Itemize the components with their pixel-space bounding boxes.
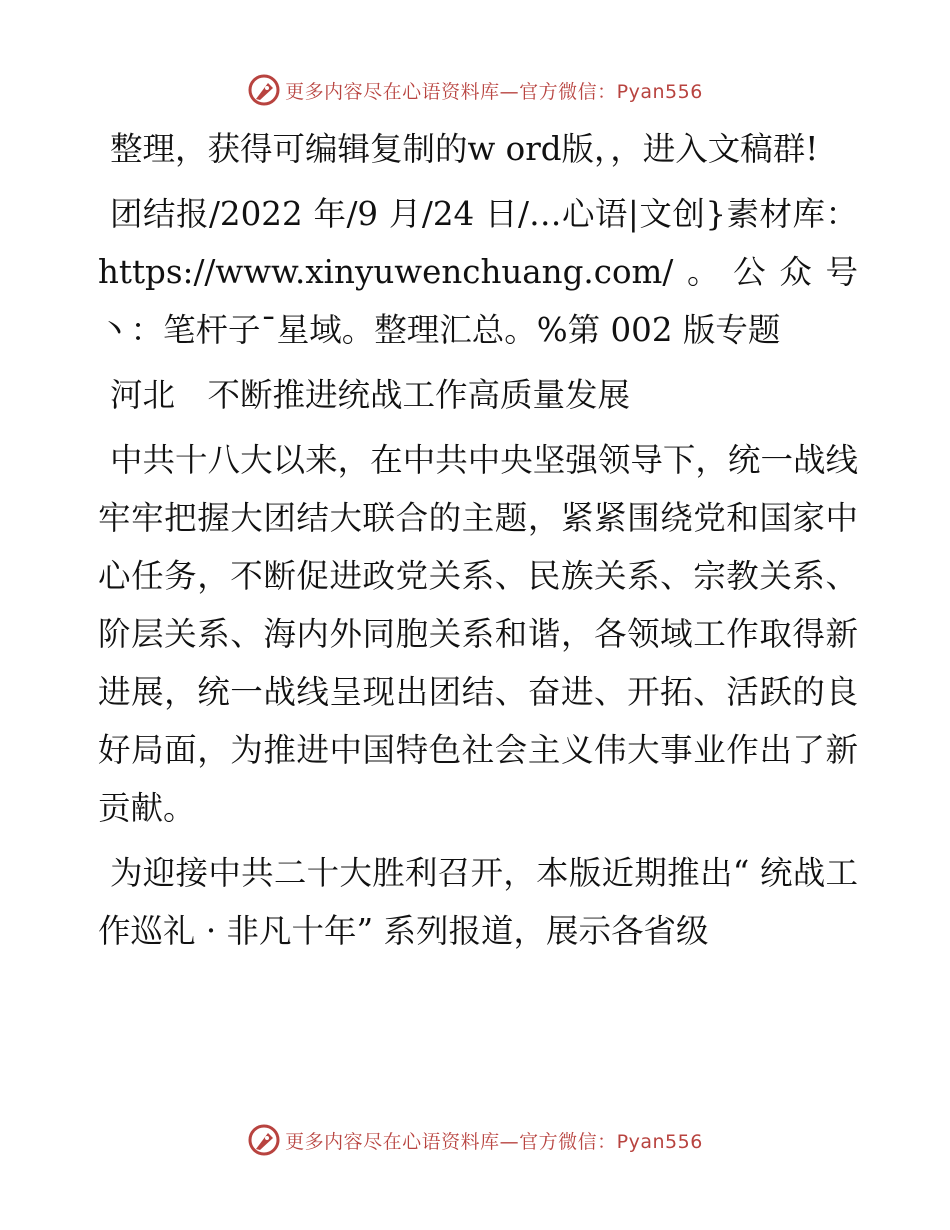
- paragraph-body-1: 中共十八大以来，在中共中央坚强领导下，统一战线牢牢把握大团结大联合的主题，紧紧围绕党和国家中心任务，不断促进政党关系、民族关系、宗教关系、阶层关系、海内外同胞关系和谐，各领域工作取得新进展，统一战线呈现出团结、奋进、开拓、活跃的良好局面，为推进中国特色社会主义伟大事业作出了新贡献。: [98, 441, 858, 827]
- paragraph-source: 团结报/2022 年/9 月/24 日/…心语|文创}素材库：https://www.xinyuwenchuang.com/。公众号丶：笔杆子¯星域。整理汇总。%第 002 版专题: [98, 195, 858, 349]
- pen-nib-icon: [247, 1123, 281, 1157]
- watermark-banner-top: [0, 70, 950, 110]
- paragraph-intro: 整理，获得可编辑复制的w ord版，，进入文稿群!: [110, 130, 819, 168]
- watermark-text: 更多内容尽在心语资料库—官方微信：Pyan556: [285, 1130, 703, 1153]
- pen-nib-icon: [247, 73, 281, 107]
- watermark-text: 更多内容尽在心语资料库—官方微信：Pyan556: [285, 80, 703, 103]
- watermark-banner-bottom: [0, 1120, 950, 1160]
- paragraph-body-2: 为迎接中共二十大胜利召开，本版近期推出“ 统战工作巡礼 · 非凡十年” 系列报道，展示各省级: [98, 854, 858, 950]
- article-title: 河北 不断推进统战工作高质量发展: [110, 376, 631, 414]
- document-body: [98, 120, 858, 967]
